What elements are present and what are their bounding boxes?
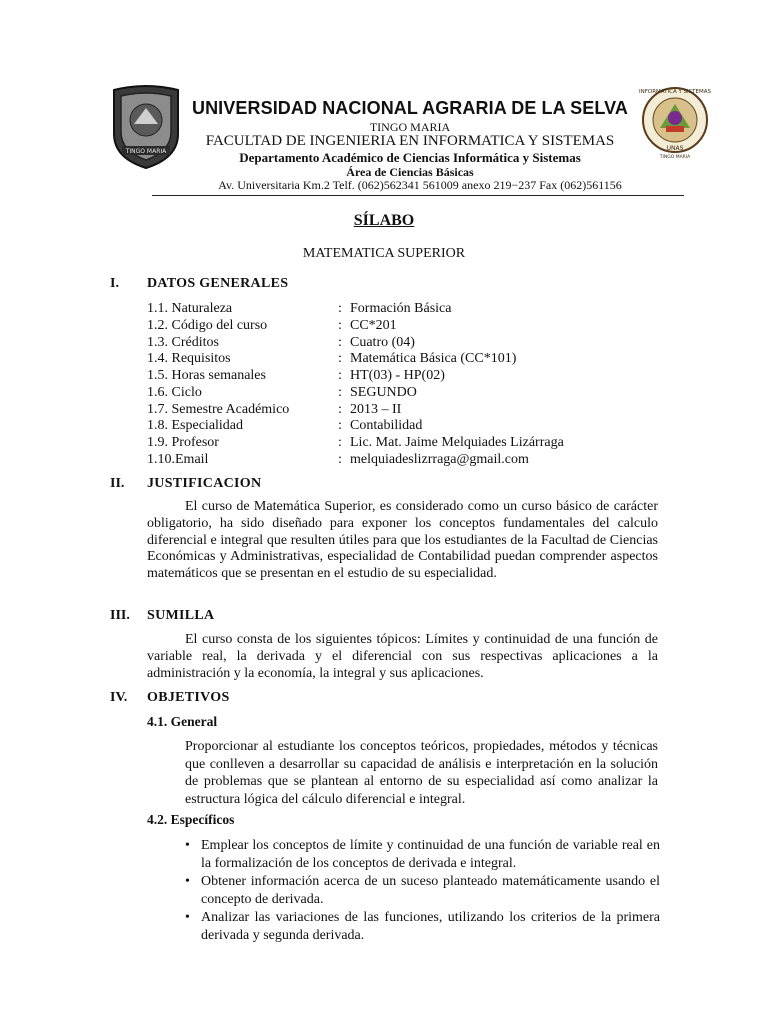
- data-colon: :: [338, 385, 342, 400]
- email-value[interactable]: melquiadeslizrraga@gmail.com: [350, 452, 529, 467]
- data-value: Cuatro (04): [350, 335, 415, 350]
- data-colon: :: [338, 318, 342, 333]
- data-label: 1.8. Especialidad: [147, 418, 244, 433]
- section-number: IV.: [110, 690, 128, 705]
- data-label: 1.10.Email: [147, 452, 209, 467]
- university-name: UNIVERSIDAD NACIONAL AGRARIA DE LA SELVA: [191, 98, 629, 118]
- left-logo-text: TINGO MARIA: [125, 148, 167, 155]
- data-colon: :: [338, 418, 342, 433]
- course-name: MATEMATICA SUPERIOR: [302, 246, 466, 261]
- faculty-name: FACULTAD DE INGENIERIA EN INFORMATICA Y SISTEMAS: [205, 133, 615, 149]
- data-colon: :: [338, 402, 342, 417]
- list-item-text: Analizar las variaciones de las funciones, utilizando los criterios de la primera derivada y segunda derivada.: [201, 910, 660, 943]
- data-colon: :: [338, 301, 342, 316]
- data-label: 1.5. Horas semanales: [147, 368, 266, 383]
- city-name: TINGO MARIA: [369, 120, 451, 134]
- right-logo-unas: UNAS: [666, 145, 684, 152]
- list-item-text: Emplear los conceptos de límite y continuidad de una función de variable real en la formalización de los conceptos de derivada e integral.: [201, 838, 660, 871]
- section-title-justificacion: JUSTIFICACION: [147, 476, 262, 491]
- list-item: [185, 837, 660, 872]
- section-title-sumilla: SUMILLA: [147, 608, 215, 623]
- bullet-icon: •: [185, 910, 190, 925]
- sumilla-paragraph: [147, 632, 658, 682]
- section-number: I.: [110, 276, 119, 291]
- data-value: Contabilidad: [350, 418, 423, 433]
- data-value: HT(03) - HP(02): [350, 368, 445, 383]
- objective-general-title: 4.1. General: [147, 714, 218, 729]
- list-item: [185, 873, 660, 908]
- data-label: 1.3. Créditos: [147, 335, 219, 350]
- section-number: II.: [110, 476, 125, 491]
- data-colon: :: [338, 335, 342, 350]
- objective-general-text: Proporcionar al estudiante los conceptos teóricos, propiedades, métodos y técnicas que conlleven a desarrollar su capacidad de análisis e interpretación en la solución de problemas que se plantean al entorno de su especialidad así como analizar la estructura lógica del cálculo diferencial e integral.: [185, 739, 658, 807]
- data-label: 1.2. Código del curso: [147, 318, 268, 333]
- justification-text: El curso de Matemática Superior, es considerado como un curso básico de carácter obligatorio, ha sido diseñado para exponer los conceptos fundamentales del calculo diferencial e integral que resulten útiles para que los estudiantes de la Facultad de Ciencias Económicas y Administrativas, especialidad de Contabilidad puedan comprender aspectos matemáticos que se presentan en el estudio de su especialidad.: [147, 499, 658, 582]
- address-line: Av. Universitaria Km.2 Telf. (062)562341 561009 anexo 219−237 Fax (062)561156: [218, 178, 622, 192]
- data-value: Lic. Mat. Jaime Melquiades Lizárraga: [350, 435, 564, 450]
- data-value: SEGUNDO: [350, 385, 417, 400]
- data-value: Matemática Básica (CC*101): [350, 351, 517, 366]
- area-name: Área de Ciencias Básicas: [346, 165, 474, 179]
- university-shield-logo: [108, 84, 184, 170]
- header-divider: [152, 195, 684, 196]
- data-value: CC*201: [350, 318, 397, 333]
- faculty-round-logo: [638, 84, 712, 162]
- data-colon: :: [338, 368, 342, 383]
- section-number: III.: [110, 608, 130, 623]
- bullet-icon: •: [185, 874, 190, 889]
- data-label: 1.7. Semestre Académico: [147, 402, 290, 417]
- department-name: Departamento Académico de Ciencias Informática y Sistemas: [239, 150, 581, 165]
- data-colon: :: [338, 435, 342, 450]
- list-item-text: Obtener información acerca de un suceso planteado matemáticamente usando el concepto de derivada.: [201, 874, 660, 907]
- specific-objectives-list: [185, 837, 660, 945]
- data-colon: :: [338, 452, 342, 467]
- data-value: 2013 – II: [350, 402, 402, 417]
- justification-paragraph: [147, 499, 658, 583]
- list-item: [185, 909, 660, 944]
- sumilla-text: El curso consta de los siguientes tópicos: Límites y continuidad de una función de variable real, la derivada y el diferencial con sus respectivas aplicaciones a la administración y la economía, la integral y sus aplicaciones.: [147, 632, 658, 681]
- objective-specific-title: 4.2. Específicos: [147, 812, 235, 827]
- document-title: SÍLABO: [353, 212, 415, 229]
- section-title-datos-generales: DATOS GENERALES: [147, 276, 289, 291]
- data-label: 1.6. Ciclo: [147, 385, 202, 400]
- section-title-objetivos: OBJETIVOS: [147, 690, 230, 705]
- right-logo-ring-text: INFORMATICA Y SISTEMAS: [638, 89, 712, 95]
- data-label: 1.4. Requisitos: [147, 351, 231, 366]
- data-label: 1.9. Profesor: [147, 435, 219, 450]
- bullet-icon: •: [185, 838, 190, 853]
- data-colon: :: [338, 351, 342, 366]
- data-label: 1.1. Naturaleza: [147, 301, 233, 316]
- data-value: Formación Básica: [350, 301, 452, 316]
- right-logo-place: TINGO MARIA: [659, 155, 691, 160]
